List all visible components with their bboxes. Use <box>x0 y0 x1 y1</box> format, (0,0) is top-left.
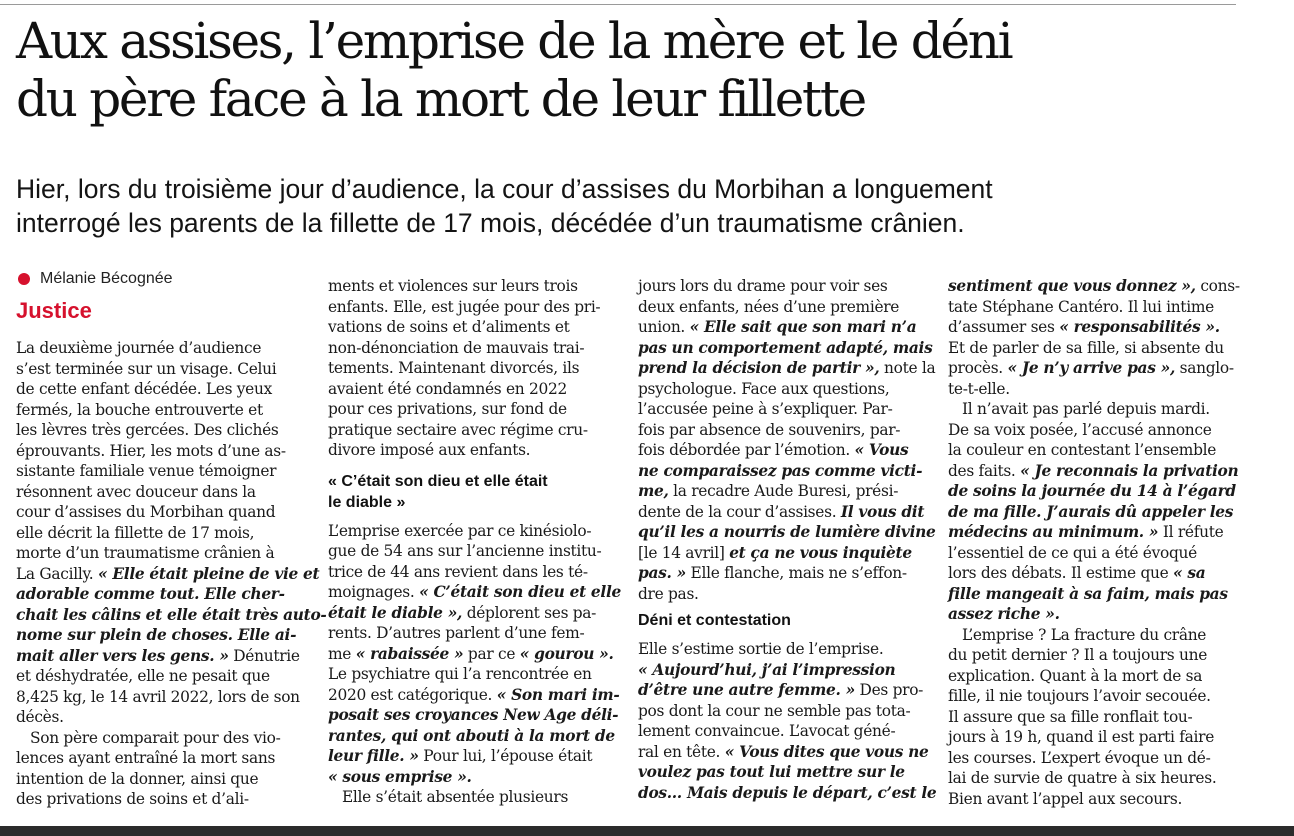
text-line <box>16 625 306 646</box>
text-line: jours à 19 h, quand il est parti faire <box>948 728 1215 746</box>
headline <box>16 12 1256 128</box>
text-line: rents. D’autres parlent d’une fem- <box>328 624 585 642</box>
text-line: jours lors du drame pour voir ses <box>638 277 888 295</box>
text-line: morte d’un traumatisme crânien à <box>16 544 275 562</box>
text-line <box>638 762 928 783</box>
text-line: pos dont la cour ne semble pas tota- <box>638 701 911 720</box>
text-line <box>638 317 928 338</box>
text-run: lors des débats. Il estime que <box>948 564 1174 582</box>
text-line <box>948 317 1238 338</box>
text-run: Il réfute <box>1158 523 1224 541</box>
text-line: lement convaincue. L’avocat géné- <box>638 722 896 740</box>
text-run: sanglo- <box>1175 359 1234 377</box>
text-line: les courses. L’expert évoque un dé- <box>948 748 1211 767</box>
text-line: non-dénonciation de mauvais trai- <box>328 338 585 357</box>
text-line: du petit dernier ? Il a toujours une <box>948 646 1208 664</box>
text-line: Il assure que sa fille ronflait tou- <box>948 707 1193 726</box>
subheading: « C’était son dieu et elle était <box>328 472 548 490</box>
text-line: vations de soins et d’aliments et <box>328 318 570 336</box>
text-line: Et de parler de sa fille, si absente du <box>948 338 1224 357</box>
text-line <box>638 742 928 763</box>
quote-run: posait ses croyances New Age déli- <box>328 706 619 724</box>
text-run: 2020 est catégorique. <box>328 685 497 704</box>
standfirst <box>16 172 1216 240</box>
text-line: fois par absence de souvenirs, par- <box>638 420 901 439</box>
quote-run: adorable comme tout. Elle cher- <box>16 585 285 603</box>
quote-run: dos… Mais depuis le départ, c’est le <box>638 783 937 802</box>
text-run: union. <box>638 318 690 336</box>
text-line: divore imposé aux enfants. <box>328 441 531 459</box>
text-line: fermés, la bouche entrouverte et <box>16 400 263 419</box>
text-run: [le 14 avril] <box>638 543 730 562</box>
quote-run: « sous emprise ». <box>328 767 472 786</box>
quote-run: rantes, qui ont abouti à la mort de <box>328 726 615 745</box>
text-run: fois débordée par l’émotion. <box>638 441 855 459</box>
text-line: l’essentiel de ce qui a été évoqué <box>948 543 1197 562</box>
text-line <box>328 685 618 706</box>
text-line <box>948 276 1238 297</box>
text-line <box>16 646 306 667</box>
text-line <box>948 604 1238 625</box>
text-line <box>328 582 622 603</box>
quote-run: mait aller vers les gens. » <box>16 646 229 665</box>
text-line: tate Stéphane Cantéro. Il lui intime <box>948 297 1214 316</box>
headline-line: du père face à la mort de leur fillette <box>16 70 865 128</box>
quote-run: pas. » <box>638 564 686 582</box>
standfirst-line: Hier, lors du troisième jour d’audience, la cour d’assises du Morbihan a longuement <box>16 174 993 204</box>
text-line: s’est terminée sur un visage. Celui <box>16 359 277 378</box>
text-line: trice de 44 ans revient dans les té- <box>328 562 588 581</box>
article-column-1 <box>16 338 327 810</box>
quote-run: ne comparaissez pas comme victi- <box>638 461 923 480</box>
quote-run: qu’il les a nourris de lumière divine <box>638 523 936 541</box>
text-line <box>328 746 618 767</box>
text-line: pour ces privations, sur fond de <box>328 400 567 418</box>
quote-run: « rabaissée » <box>355 644 464 663</box>
quote-run: « C’était son dieu et elle <box>419 583 622 601</box>
text-line: L’emprise exercée par ce kinésiolo- <box>328 521 592 540</box>
text-line: enfants. Elle, est jugée pour des pri- <box>328 297 601 316</box>
text-line <box>948 358 1238 379</box>
text-run: ral en tête. <box>638 742 725 761</box>
text-line: psychologue. Face aux questions, <box>638 379 890 398</box>
quote-run: et ça ne vous inquiète <box>729 543 912 562</box>
rubric-label: Justice <box>16 298 92 323</box>
text-run: Dénutrie <box>228 646 300 665</box>
text-run: me <box>328 644 356 663</box>
text-line: décès. <box>16 708 64 726</box>
text-line: Elle s’estime sortie de l’emprise. <box>638 640 884 658</box>
quote-run: pas un comportement adapté, mais <box>638 338 933 357</box>
text-line: l’accusée peine à s’expliquer. Par- <box>638 400 893 418</box>
article-column-4 <box>948 276 1238 809</box>
quote-run: « Son mari im- <box>496 685 620 704</box>
text-line: te-t-elle. <box>948 379 1010 398</box>
text-run: Elle flanche, mais ne s’effon- <box>685 564 907 582</box>
text-line: cour d’assises du Morbihan quand <box>16 503 276 521</box>
text-line <box>328 644 618 665</box>
text-line <box>638 358 936 379</box>
text-run: déplorent ses pa- <box>462 603 597 622</box>
text-line: lences ayant entraîné la mort sans <box>16 749 276 767</box>
text-line: deux enfants, nées d’une première <box>638 297 900 316</box>
quote-run: « Je n’y arrive pas », <box>1007 359 1176 377</box>
spacer <box>328 513 618 521</box>
bullet-dot-icon <box>18 273 30 285</box>
text-line <box>16 564 320 585</box>
text-line: sistante familiale venue témoigner <box>16 462 277 480</box>
text-line: La deuxième journée d’audience <box>16 339 262 357</box>
quote-run: « Vous dites que vous ne <box>724 742 929 761</box>
text-line: résonnent avec douceur dans la <box>16 482 256 501</box>
text-line <box>948 563 1238 584</box>
standfirst-line: interrogé les parents de la fillette de 17 mois, décédée d’un traumatisme crânien. <box>16 208 965 238</box>
bottom-bar <box>0 826 1294 836</box>
text-run: dente de la cour d’assises. <box>638 502 841 521</box>
text-line <box>948 461 1238 482</box>
quote-run: « responsabilités ». <box>1059 318 1220 336</box>
text-line: L’emprise ? La fracture du crâne <box>962 625 1207 644</box>
text-line: lai de survie de quatre à six heures. <box>948 769 1217 787</box>
text-line: tements. Maintenant divorcés, ils <box>328 359 580 377</box>
text-line: De sa voix posée, l’accusé annonce <box>948 420 1212 439</box>
spacer <box>328 461 618 471</box>
text-line <box>638 481 928 502</box>
text-line: explication. Quant à la mort de sa <box>948 666 1203 685</box>
text-line <box>638 502 928 523</box>
quote-run: « Vous <box>854 441 909 459</box>
text-line: Son père comparait pour des vio- <box>30 728 281 747</box>
text-line: et déshydratée, elle ne pesait que <box>16 667 270 685</box>
text-line: les lèvres très gercées. Des clichés <box>16 421 279 439</box>
text-line: de cette enfant décédée. Les yeux <box>16 380 272 398</box>
text-line <box>638 660 928 681</box>
quote-run: de ma fille. J’aurais dû appeler les <box>948 502 1234 521</box>
text-line: intention de la donner, ainsi que <box>16 769 259 788</box>
text-line <box>328 705 618 726</box>
text-run: procès. <box>948 359 1008 377</box>
text-line <box>638 440 928 461</box>
text-line: Elle s’était absentée plusieurs <box>342 788 569 806</box>
author-name: Mélanie Bécognée <box>40 270 173 287</box>
text-line <box>638 543 928 564</box>
text-line: dre pas. <box>638 584 699 603</box>
text-run: Pour lui, l’épouse était <box>418 747 593 765</box>
text-line: ments et violences sur leurs trois <box>328 277 578 295</box>
top-rule <box>0 4 1236 5</box>
quote-run: sentiment que vous donnez », <box>948 277 1196 295</box>
text-line <box>638 680 928 701</box>
quote-run: assez riche ». <box>948 605 1060 623</box>
quote-run: était le diable », <box>328 603 463 622</box>
text-line: éprouvants. Hier, les mots d’une as- <box>16 441 286 460</box>
text-line: Bien avant l’appel aux secours. <box>948 789 1183 808</box>
quote-run: « Elle sait que son mari n’a <box>689 318 917 336</box>
quote-run: de soins la journée du 14 à l’égard <box>948 482 1236 500</box>
text-line <box>328 726 618 747</box>
text-run: par ce <box>463 644 520 663</box>
text-line: Il n’avait pas parlé depuis mardi. <box>962 400 1210 418</box>
quote-run: fille mangeait à sa faim, mais pas <box>948 584 1228 603</box>
text-line: elle décrit la fillette de 17 mois, <box>16 523 255 542</box>
text-line <box>948 584 1238 605</box>
quote-run: leur fille. » <box>328 747 419 765</box>
text-run: La Gacilly. <box>16 564 98 583</box>
text-line <box>16 605 327 626</box>
quote-run: d’être une autre femme. » <box>638 681 855 699</box>
text-line <box>16 584 306 605</box>
quote-run: prend la décision de partir », <box>638 359 880 377</box>
quote-run: « sa <box>1173 564 1206 582</box>
spacer <box>638 631 928 639</box>
quote-run: « gourou ». <box>519 644 614 663</box>
quote-run: nome sur plein de choses. Elle ai- <box>16 626 297 644</box>
text-line <box>948 522 1238 543</box>
text-line <box>638 783 937 804</box>
article-column-2 <box>328 276 622 808</box>
subheading: le diable » <box>328 493 406 511</box>
headline-line: Aux assises, l’emprise de la mère et le déni <box>16 12 1012 70</box>
quote-run: « Aujourd’hui, j’ai l’impression <box>638 660 896 679</box>
text-line: fille, il nie toujours l’avoir secouée. <box>948 687 1211 705</box>
quote-run: Il vous dit <box>840 502 925 521</box>
text-line: Le psychiatre qui l’a rencontrée en <box>328 665 592 683</box>
text-line <box>328 603 618 624</box>
subheading: Déni et contestation <box>638 612 791 629</box>
text-line <box>948 481 1238 502</box>
text-line: des privations de soins et d’ali- <box>16 790 249 808</box>
text-line: pratique sectaire avec régime cru- <box>328 420 588 439</box>
text-run: la recadre Aude Buresi, prési- <box>668 482 899 500</box>
text-run: Des pro- <box>854 681 924 699</box>
quote-run: médecins au minimum. » <box>948 523 1159 541</box>
text-line: gue de 54 ans sur l’ancienne institu- <box>328 542 602 560</box>
text-line <box>948 502 1238 523</box>
text-run: note la <box>879 359 936 377</box>
text-line <box>638 522 936 543</box>
text-line: avaient été condamnés en 2022 <box>328 379 567 398</box>
quote-run: voulez pas tout lui mettre sur le <box>638 763 905 781</box>
quote-run: « Je reconnais la privation <box>1020 461 1239 480</box>
text-line: 8,425 kg, le 14 avril 2022, lors de son <box>16 687 300 706</box>
quote-run: « Elle était pleine de vie et <box>97 564 320 583</box>
text-line <box>328 767 618 788</box>
text-run: d’assumer ses <box>948 318 1060 336</box>
text-line <box>638 563 928 584</box>
text-run: cons- <box>1195 277 1240 295</box>
text-line <box>638 461 928 482</box>
quote-run: me, <box>638 482 669 500</box>
quote-run: chait les câlins et elle était très auto- <box>16 605 327 624</box>
text-line <box>638 338 933 359</box>
text-run: des faits. <box>948 461 1021 480</box>
article-column-3 <box>638 276 937 803</box>
author-byline <box>18 270 173 288</box>
text-run: moignages. <box>328 583 420 601</box>
text-line: la couleur en contestant l’ensemble <box>948 441 1217 459</box>
